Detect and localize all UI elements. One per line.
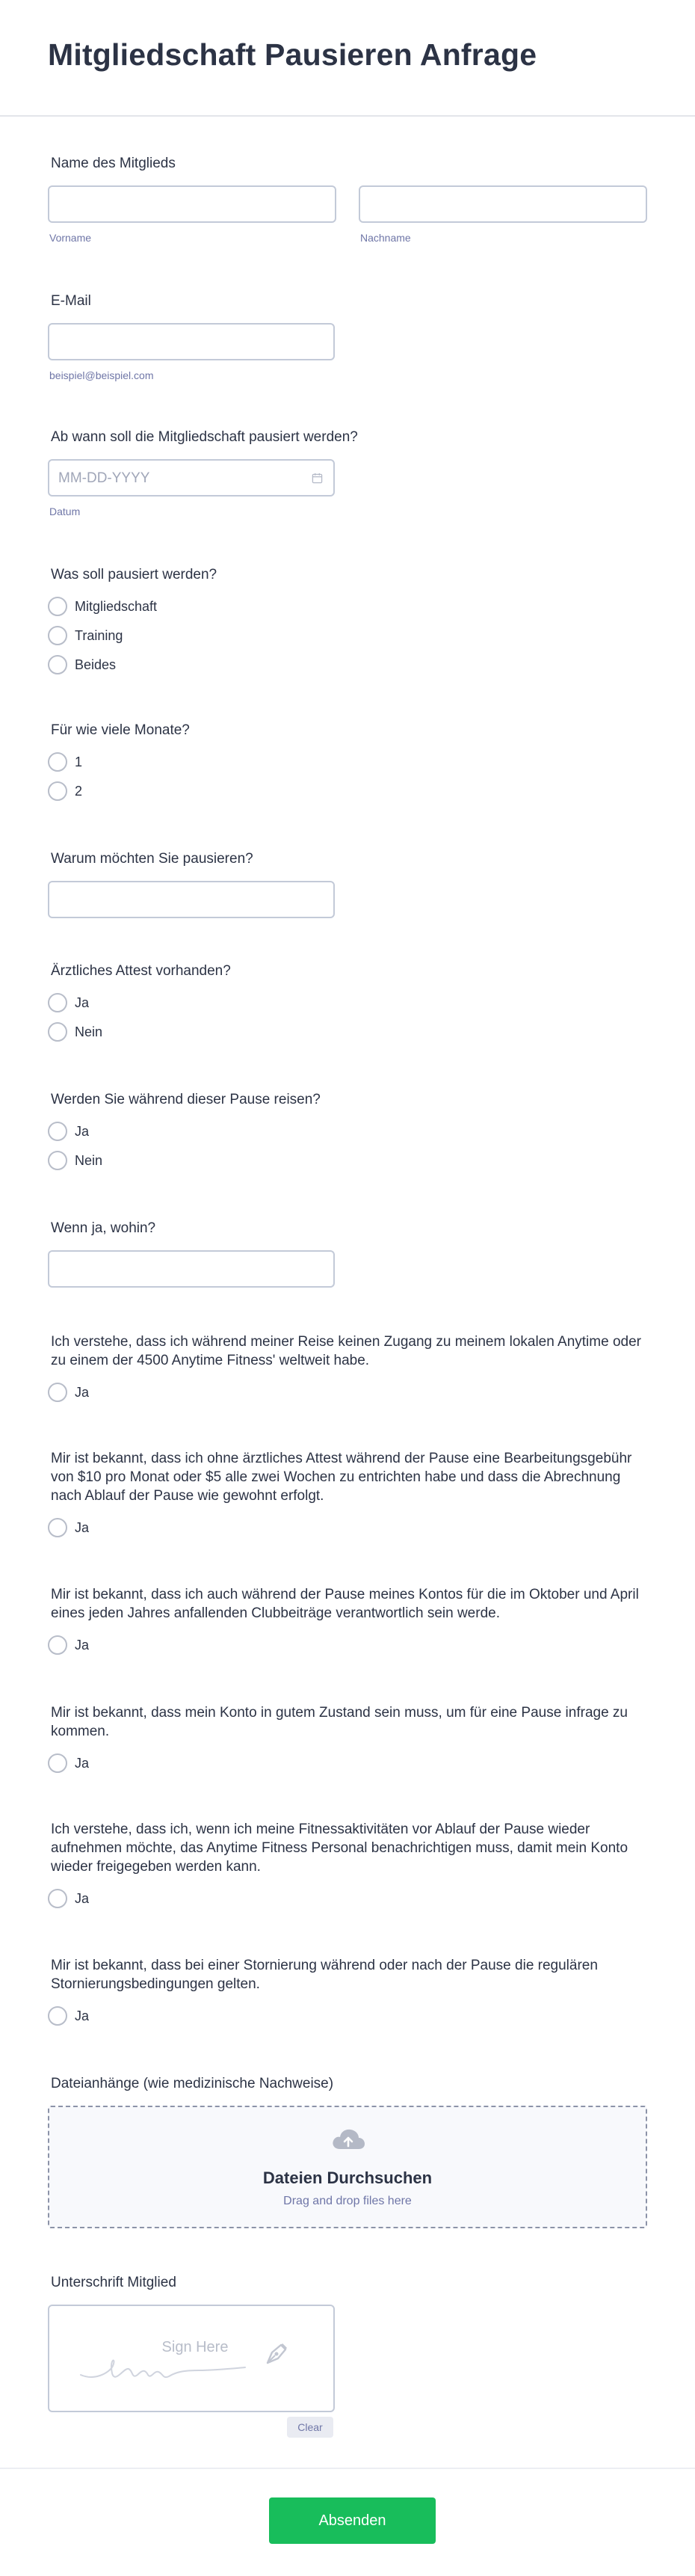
option-label: Mitgliedschaft — [75, 598, 158, 614]
ack-fee-field — [48, 1449, 647, 1539]
radio-button[interactable] — [48, 1889, 67, 1908]
attest-option[interactable] — [48, 1021, 102, 1043]
radio-button[interactable] — [48, 1518, 67, 1537]
ack-account-option[interactable] — [48, 1752, 89, 1774]
months-label: Für wie viele Monate? — [51, 722, 190, 738]
ack-club-fees-field — [48, 1585, 647, 1660]
first-name-sublabel: Vorname — [49, 232, 92, 244]
date-input[interactable] — [48, 459, 335, 497]
ack-travel-text: Ich verstehe, dass ich während meiner Reise keinen Zugang zu meinem lokalen Anytime oder zu einem der 4500 Anytime Fitness' weltweit habe. — [51, 1334, 641, 1368]
pen-icon — [262, 2339, 291, 2369]
radio-button[interactable] — [48, 993, 67, 1012]
ack-account-text: Mir ist bekannt, dass mein Konto in gutem Zustand sein muss, um für eine Pause infrage zu kommen. — [51, 1705, 628, 1739]
date-sublabel: Datum — [49, 505, 81, 517]
form-title: Mitgliedschaft Pausieren Anfrage — [48, 37, 537, 72]
email-label: E-Mail — [51, 293, 91, 309]
clear-signature-button[interactable]: Clear — [287, 2417, 333, 2438]
option-label: Ja — [75, 995, 90, 1010]
pause-type-option[interactable] — [48, 654, 116, 676]
date-field — [48, 428, 647, 525]
option-label: Ja — [75, 1123, 90, 1139]
pause-type-option[interactable] — [48, 624, 123, 647]
signature-pad[interactable] — [48, 2305, 335, 2412]
signature-label: Unterschrift Mitglied — [51, 2275, 176, 2290]
attest-field — [48, 962, 647, 1044]
pause-type-field — [48, 565, 647, 677]
last-name-sublabel: Nachname — [360, 232, 411, 244]
ack-account-field — [48, 1703, 647, 1778]
travel-option[interactable] — [48, 1149, 102, 1172]
option-label: Training — [75, 627, 123, 643]
radio-button[interactable] — [48, 1383, 67, 1402]
option-label: Nein — [75, 1152, 103, 1168]
date-label: Ab wann soll die Mitgliedschaft pausiert werden? — [51, 429, 358, 445]
radio-button[interactable] — [48, 1022, 67, 1042]
file-upload-dropzone[interactable] — [48, 2106, 647, 2228]
submit-button[interactable]: Absenden — [269, 2497, 436, 2544]
attest-option[interactable] — [48, 992, 89, 1014]
option-label: Beides — [75, 657, 117, 672]
months-option[interactable] — [48, 780, 82, 802]
ack-fee-text: Mir ist bekannt, dass ich ohne ärztliches Attest während der Pause eine Bearbeitungsgebühr von $10 pro Monat oder $5 alle zwei Wochen zu entrichten habe und dass die Abrechnung nach Ablauf der Pause wie gewohnt erfolgt. — [51, 1451, 632, 1504]
option-label: Ja — [75, 1519, 90, 1535]
pause-type-option[interactable] — [48, 595, 157, 618]
ack-travel-field — [48, 1332, 647, 1407]
reason-field — [48, 849, 647, 924]
months-field — [48, 721, 647, 803]
travel-field — [48, 1090, 647, 1172]
first-name-input[interactable] — [48, 185, 336, 223]
option-label: Ja — [75, 1890, 90, 1906]
destination-field — [48, 1219, 647, 1294]
name-field — [48, 154, 647, 251]
upload-title: Dateien Durchsuchen — [262, 2168, 433, 2187]
ack-cancellation-text: Mir ist bekannt, dass bei einer Stornierung während oder nach der Pause die regulären Stornierungsbedingungen gelten. — [51, 1958, 598, 1992]
travel-label: Werden Sie während dieser Pause reisen? — [51, 1092, 321, 1107]
attest-label: Ärztliches Attest vorhanden? — [51, 963, 231, 979]
radio-button[interactable] — [48, 1635, 67, 1655]
ack-club-fees-option[interactable] — [48, 1634, 89, 1656]
option-label: Ja — [75, 1637, 90, 1653]
ack-resume-field — [48, 1820, 647, 1910]
destination-input[interactable] — [48, 1250, 335, 1288]
reason-input[interactable] — [48, 881, 335, 918]
destination-label: Wenn ja, wohin? — [51, 1220, 156, 1236]
option-label: 1 — [75, 754, 83, 769]
upload-label: Dateianhänge (wie medizinische Nachweise) — [51, 2076, 334, 2091]
radio-button[interactable] — [48, 1122, 67, 1141]
option-label: Ja — [75, 2008, 90, 2023]
radio-button[interactable] — [48, 1151, 67, 1170]
radio-button[interactable] — [48, 781, 67, 801]
cloud-upload-icon — [330, 2125, 366, 2155]
upload-subtitle: Drag and drop files here — [283, 2195, 412, 2207]
reason-label: Warum möchten Sie pausieren? — [51, 851, 253, 867]
option-label: Nein — [75, 1024, 103, 1039]
ack-resume-option[interactable] — [48, 1887, 89, 1910]
travel-option[interactable] — [48, 1120, 89, 1143]
radio-button[interactable] — [48, 655, 67, 674]
ack-cancellation-field — [48, 1956, 647, 2031]
option-label: Ja — [75, 1384, 90, 1400]
radio-button[interactable] — [48, 626, 67, 645]
radio-button[interactable] — [48, 1753, 67, 1773]
name-label: Name des Mitglieds — [51, 156, 176, 171]
ack-cancellation-option[interactable] — [48, 2005, 89, 2027]
pause-type-label: Was soll pausiert werden? — [51, 567, 217, 582]
option-label: Ja — [75, 1755, 90, 1771]
form-header — [0, 0, 695, 117]
ack-resume-text: Ich verstehe, dass ich, wenn ich meine Fitnessaktivitäten vor Ablauf der Pause wieder aufnehmen möchte, das Anytime Fitness Personal benachrichtigen muss, damit mein Konto wieder freigegeben werden kann. — [51, 1822, 628, 1875]
months-option[interactable] — [48, 751, 82, 773]
radio-button[interactable] — [48, 752, 67, 772]
email-input[interactable] — [48, 323, 335, 360]
date-placeholder: MM-DD-YYYY — [58, 470, 150, 486]
email-sublabel: beispiel@beispiel.com — [49, 369, 154, 381]
email-field — [48, 292, 647, 389]
calendar-icon[interactable] — [312, 473, 323, 484]
signature-hint: Sign Here — [161, 2339, 229, 2355]
last-name-input[interactable] — [359, 185, 647, 223]
ack-club-fees-text: Mir ist bekannt, dass ich auch während der Pause meines Kontos für die im Oktober und April eines jeden Jahres anfallenden Clubbeiträge verantwortlich sein werde. — [51, 1587, 639, 1621]
ack-fee-option[interactable] — [48, 1516, 89, 1539]
ack-travel-option[interactable] — [48, 1381, 89, 1404]
option-label: 2 — [75, 783, 83, 799]
radio-button[interactable] — [48, 2006, 67, 2026]
radio-button[interactable] — [48, 597, 67, 616]
